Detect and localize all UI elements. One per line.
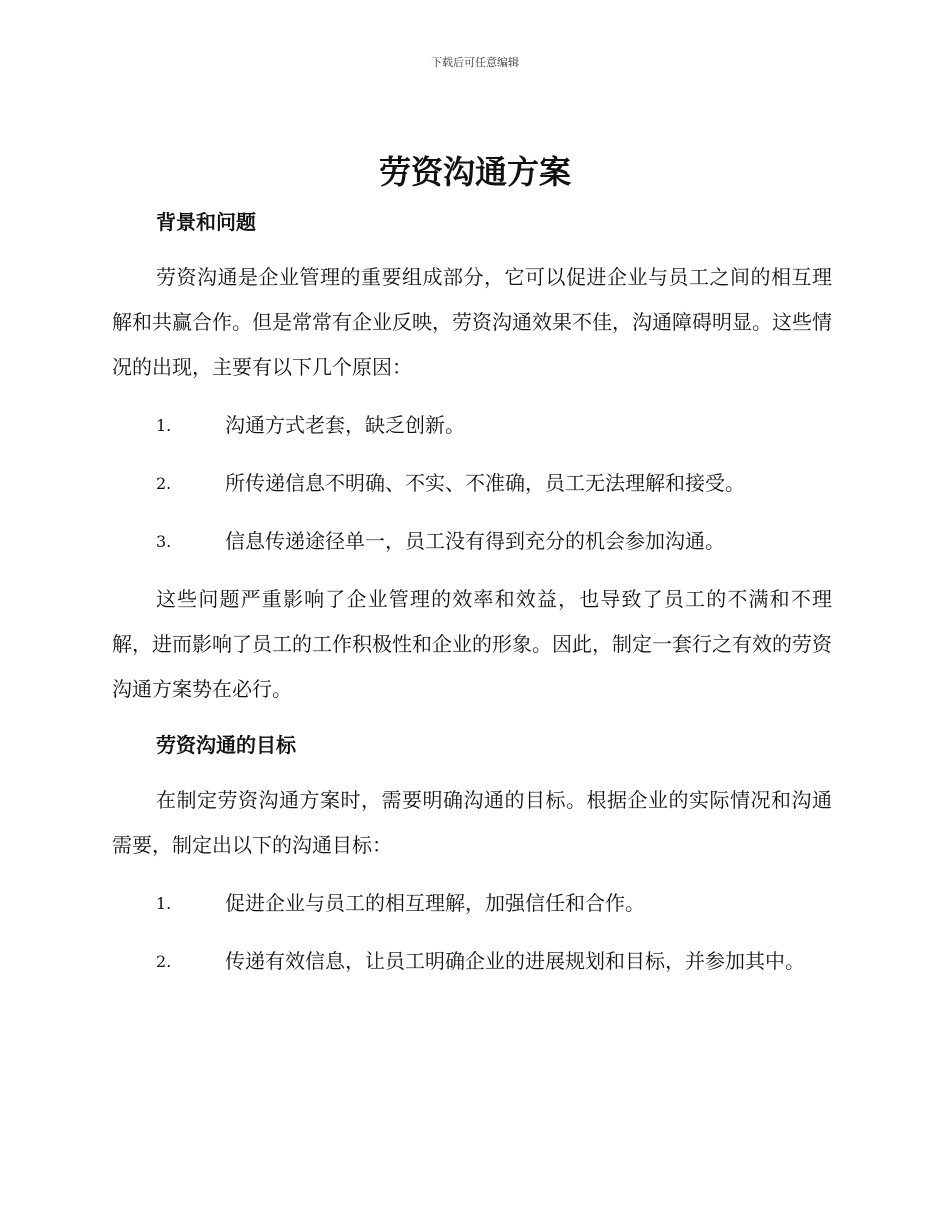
header-note: 下载后可任意编辑	[431, 56, 519, 69]
list-item	[112, 403, 832, 448]
list-number: 1.	[156, 894, 172, 913]
list-text: 信息传递途径单一，员工没有得到充分的机会参加沟通。	[225, 529, 725, 553]
document-title: 劳资沟通方案	[378, 153, 571, 191]
list-text: 沟通方式老套，缺乏创新。	[225, 413, 465, 437]
list-item	[112, 881, 832, 926]
section-heading-background: 背景和问题	[156, 210, 256, 234]
section-background-intro: 劳资沟通是企业管理的重要组成部分，它可以促进企业与员工之间的相互理解和共赢合作。但是常常有企业反映，劳资沟通效果不佳，沟通障碍明显。这些情况的出现，主要有以下几个原因：	[112, 265, 832, 379]
list-item	[112, 461, 832, 506]
list-item	[112, 939, 832, 984]
problem-list	[112, 403, 832, 564]
section-background-outro: 这些问题严重影响了企业管理的效率和效益，也导致了员工的不满和不理解，进而影响了员工的工作积极性和企业的形象。因此，制定一套行之有效的劳资沟通方案势在必行。	[112, 587, 832, 701]
document-body	[112, 202, 832, 984]
list-item	[112, 519, 832, 564]
section-heading-goals: 劳资沟通的目标	[156, 733, 296, 757]
goal-list	[112, 881, 832, 984]
list-text: 所传递信息不明确、不实、不准确，员工无法理解和接受。	[225, 471, 745, 495]
section-goals-intro: 在制定劳资沟通方案时，需要明确沟通的目标。根据企业的实际情况和沟通需要，制定出以下的沟通目标：	[112, 788, 832, 857]
list-text: 传递有效信息，让员工明确企业的进展规划和目标，并参加其中。	[225, 949, 805, 973]
list-number: 3.	[156, 532, 172, 551]
list-number: 2.	[156, 952, 172, 971]
list-text: 促进企业与员工的相互理解，加强信任和合作。	[225, 891, 645, 915]
list-number: 2.	[156, 474, 172, 493]
list-number: 1.	[156, 416, 172, 435]
